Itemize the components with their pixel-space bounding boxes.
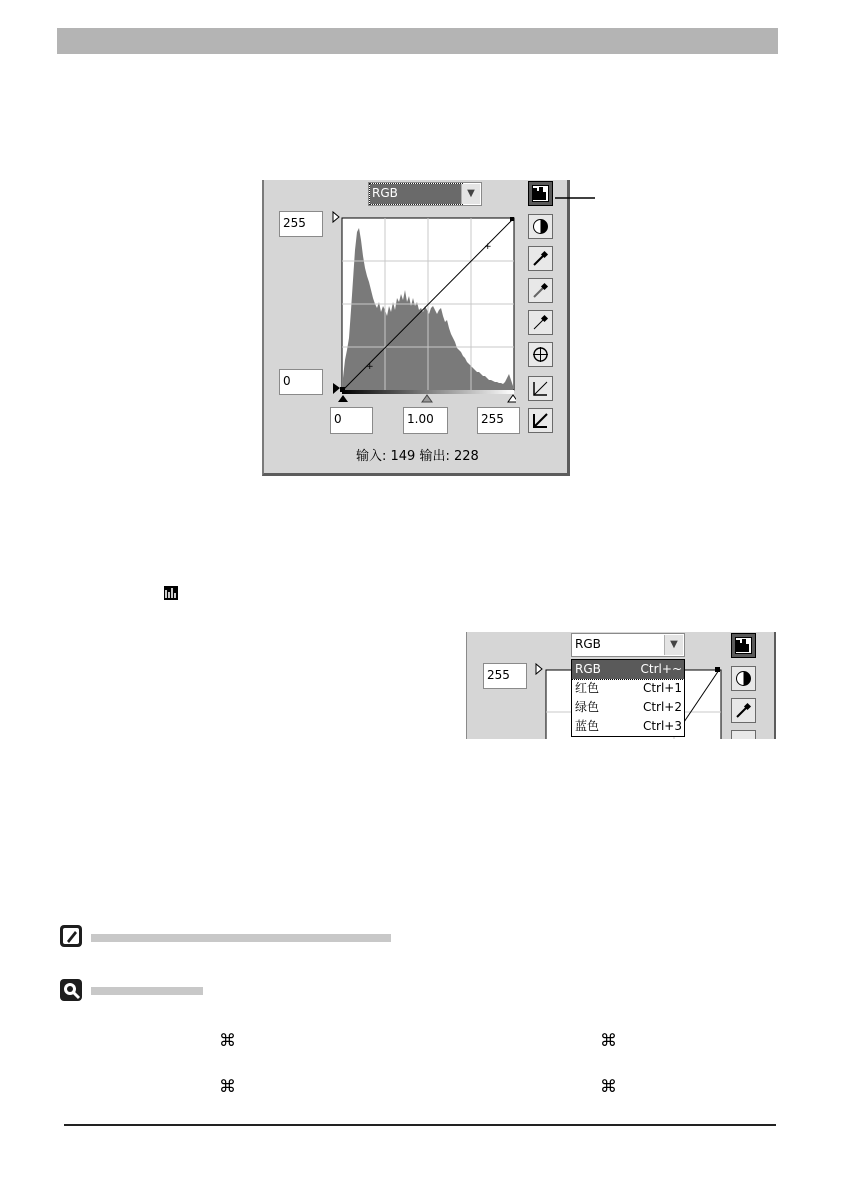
curve-endpoint-high[interactable]: [510, 217, 514, 221]
note-pencil-icon: [60, 925, 82, 947]
note-header-rule: [91, 934, 391, 942]
output-black-marker[interactable]: [333, 383, 340, 394]
curve-point[interactable]: +: [366, 362, 374, 372]
black-point-eyedropper-icon: [532, 250, 549, 267]
channel-option[interactable]: 蓝色 Ctrl+3: [575, 719, 682, 733]
auto-contrast-button[interactable]: [731, 666, 756, 691]
input-black-slider[interactable]: [338, 395, 348, 402]
chevron-down-icon[interactable]: ▼: [664, 635, 683, 655]
channel-option[interactable]: 绿色 Ctrl+2: [575, 700, 682, 714]
input-white-field[interactable]: 255: [477, 407, 520, 434]
histogram-button[interactable]: [731, 633, 756, 658]
output-min-field[interactable]: 0: [279, 369, 323, 395]
chevron-down-icon[interactable]: ▼: [461, 184, 480, 204]
input-gradient-bar: [342, 390, 514, 394]
tip-header-rule: [91, 987, 203, 995]
channel-select[interactable]: [368, 182, 482, 206]
reset-all-button[interactable]: [528, 408, 553, 433]
black-point-eyedropper-button[interactable]: [528, 246, 553, 271]
mac-command-symbol: ⌘: [219, 1077, 236, 1097]
mac-command-symbol: ⌘: [600, 1031, 617, 1051]
mac-command-symbol: ⌘: [219, 1031, 236, 1051]
tip-magnifier-icon: [60, 979, 82, 1001]
input-white-slider[interactable]: [508, 395, 516, 402]
output-max-field[interactable]: 255: [483, 663, 527, 689]
black-point-eyedropper-button[interactable]: [731, 698, 756, 723]
channel-option[interactable]: RGB Ctrl+~: [572, 660, 684, 679]
contrast-icon: [532, 218, 549, 235]
output-white-marker[interactable]: [333, 212, 339, 222]
set-target-button[interactable]: [528, 342, 553, 367]
mac-command-symbol: ⌘: [600, 1077, 617, 1097]
black-point-eyedropper-icon: [735, 702, 752, 719]
channel-option[interactable]: 红色 Ctrl+1: [575, 681, 682, 695]
input-black-field[interactable]: 0: [330, 407, 373, 434]
channel-select-value: RGB: [575, 637, 601, 651]
gray-point-eyedropper-icon: [532, 282, 549, 299]
histogram-button[interactable]: [528, 181, 553, 206]
footer-rule: [64, 1124, 776, 1126]
curves-graph[interactable]: [330, 210, 516, 408]
input-output-readout: 输入: 149 输出: 228: [356, 449, 479, 464]
set-target-icon: [532, 346, 549, 363]
curve-point[interactable]: +: [484, 242, 492, 252]
channel-menu: [571, 659, 685, 737]
gamma-slider[interactable]: [422, 395, 432, 402]
reset-channel-button[interactable]: [528, 376, 553, 401]
callout-line: [555, 190, 605, 210]
auto-contrast-button[interactable]: [528, 214, 553, 239]
channel-dropdown-panel: [466, 632, 776, 739]
reset-channel-icon: [532, 380, 549, 397]
channel-select[interactable]: [571, 633, 685, 657]
white-point-eyedropper-icon: [532, 314, 549, 331]
histogram-icon: [735, 637, 752, 654]
tool-button-partial[interactable]: [731, 730, 756, 739]
page-header-bar: [57, 28, 778, 54]
output-max-field[interactable]: 255: [279, 211, 323, 237]
gray-point-eyedropper-button[interactable]: [528, 278, 553, 303]
white-point-eyedropper-button[interactable]: [528, 310, 553, 335]
gamma-field[interactable]: 1.00: [403, 407, 448, 434]
contrast-icon: [735, 670, 752, 687]
reset-all-icon: [532, 412, 549, 429]
histogram-icon: [164, 586, 178, 600]
channel-select-value: RGB: [370, 184, 462, 204]
histogram-icon: [532, 185, 549, 202]
curves-panel: [262, 180, 570, 476]
